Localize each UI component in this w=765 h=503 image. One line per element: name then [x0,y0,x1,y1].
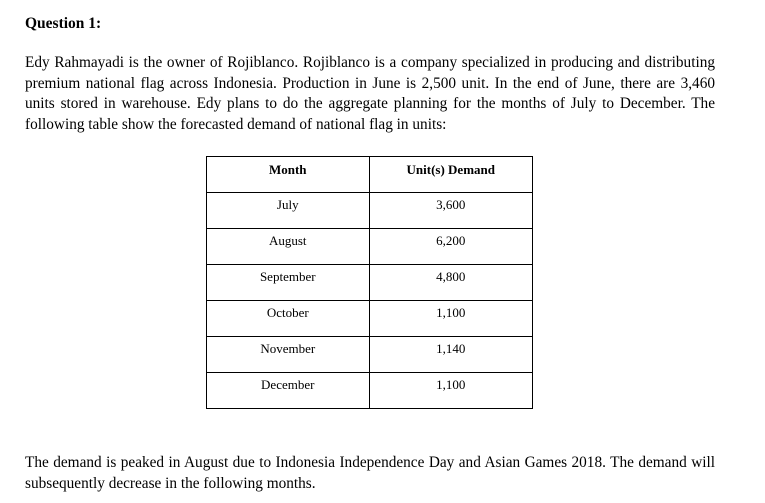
table-row [207,229,533,265]
question-closing-paragraph: The demand is peaked in August due to Indonesia Independence Day and Asian Games 2018. The demand will subsequently decrease in the following months. [25,454,715,492]
demand-cell: 1,140 [369,337,532,373]
table-row [207,265,533,301]
month-cell: November [207,337,370,373]
table-row [207,337,533,373]
table-row [207,193,533,229]
table-header-row [207,157,533,193]
table-row [207,301,533,337]
month-cell: December [207,373,370,409]
demand-cell: 4,800 [369,265,532,301]
month-cell: July [207,193,370,229]
demand-cell: 6,200 [369,229,532,265]
header-unit-demand: Unit(s) Demand [369,157,532,193]
demand-cell: 3,600 [369,193,532,229]
demand-cell: 1,100 [369,373,532,409]
table-row [207,373,533,409]
question-heading: Question 1: [25,15,102,32]
month-cell: August [207,229,370,265]
demand-cell: 1,100 [369,301,532,337]
month-cell: October [207,301,370,337]
demand-forecast-table [206,156,533,409]
question-intro-paragraph: Edy Rahmayadi is the owner of Rojiblanco. Rojiblanco is a company specialized in producing and distributing premium national flag across Indonesia. Production in June is 2,500 unit. In the end of June, there are 3,460 units stored in warehouse. Edy plans to do the aggregate planning for the months of July to December. The following table show the forecasted demand of national flag in units: [25,54,715,134]
header-month: Month [207,157,370,193]
month-cell: September [207,265,370,301]
